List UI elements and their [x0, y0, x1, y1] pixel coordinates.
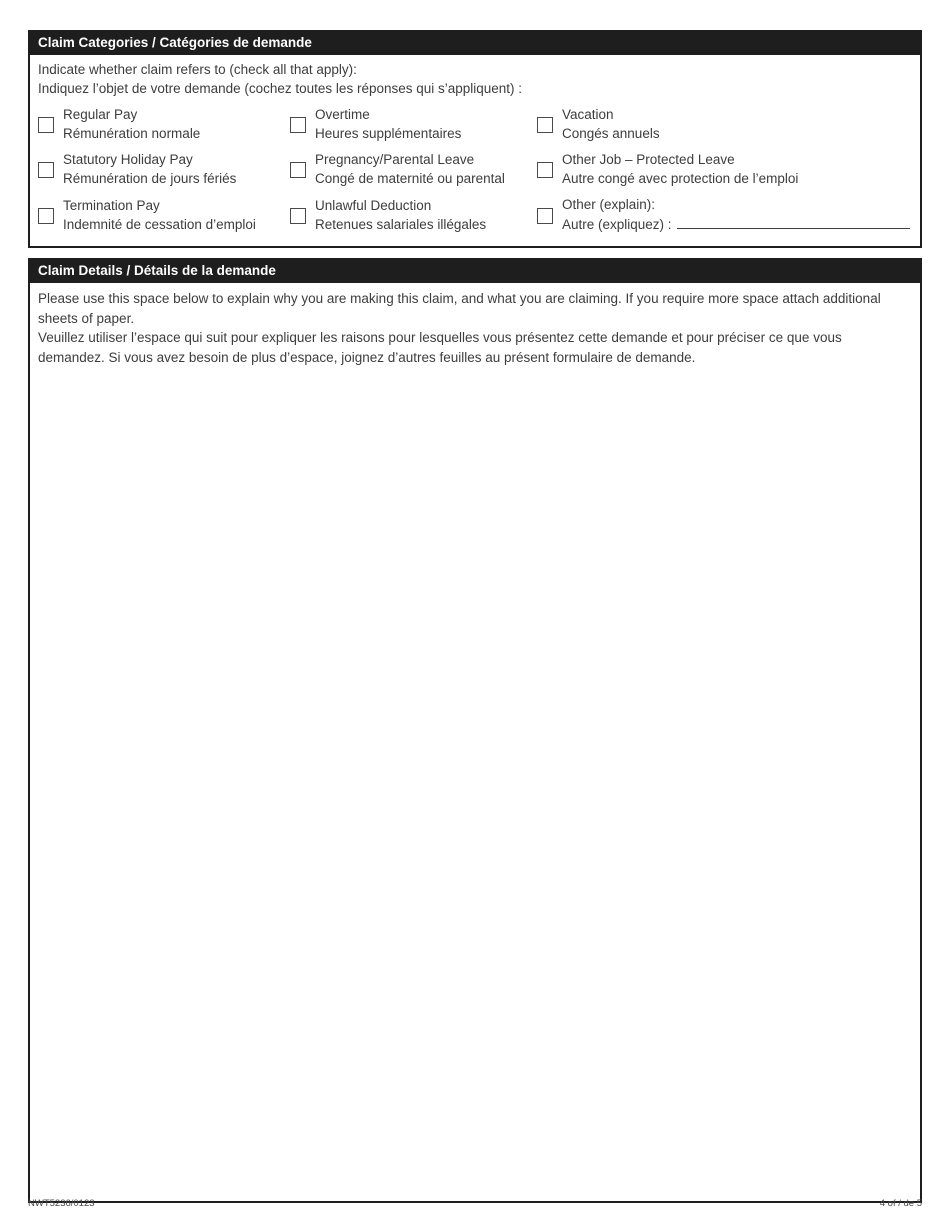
- statutory-holiday-pay-checkbox[interactable]: [38, 162, 54, 178]
- category-label-fr: Heures supplémentaires: [315, 126, 462, 141]
- regular-pay-checkbox[interactable]: [38, 117, 54, 133]
- claim-details-instruction-en: Please use this space below to explain why you are making this claim, and what you are claiming. If you require more space attach additional sheets of paper.: [38, 291, 881, 326]
- category-label-fr: Rémunération de jours fériés: [63, 171, 237, 186]
- category-label-en: Termination Pay: [63, 197, 160, 213]
- category-label-en: Vacation: [562, 107, 614, 122]
- form-number: NWT5236/0123: [28, 1198, 95, 1209]
- claim-categories-instruction-fr: Indiquez l’objet de votre demande (cochez toutes les réponses qui s’appliquent) :: [38, 81, 523, 96]
- page-indicator: 4 of / de 5: [879, 1198, 922, 1209]
- category-item-regular-pay: [38, 105, 290, 143]
- category-item-other: [537, 195, 912, 234]
- category-item-overtime: [290, 105, 537, 143]
- other-checkbox[interactable]: [537, 208, 553, 224]
- claim-details-section: [28, 258, 922, 1203]
- other-explain-write-in-field[interactable]: [677, 214, 910, 229]
- category-label-fr: Retenues salariales illégales: [315, 216, 487, 232]
- page-footer: [28, 1198, 922, 1210]
- category-label-en: Regular Pay: [63, 107, 138, 122]
- vacation-checkbox[interactable]: [537, 117, 553, 133]
- claim-categories-grid: [38, 105, 912, 234]
- claim-categories-instructions: [38, 60, 912, 98]
- category-label-en: Other (explain):: [562, 197, 656, 212]
- category-label-fr: Autre congé avec protection de l’emploi: [562, 171, 799, 186]
- claim-categories-header: [30, 32, 920, 55]
- overtime-checkbox[interactable]: [290, 117, 306, 133]
- category-label-fr: Congé de maternité ou parental: [315, 171, 505, 186]
- category-item-termination-pay: [38, 195, 290, 234]
- claim-details-title: Claim Details / Détails de la demande: [38, 263, 276, 278]
- category-label-fr: Rémunération normale: [63, 126, 201, 141]
- category-label-fr: Indemnité de cessation d’emploi: [63, 216, 256, 232]
- claim-categories-instruction-en: Indicate whether claim refers to (check all that apply):: [38, 62, 357, 77]
- category-label-fr: Congés annuels: [562, 126, 660, 141]
- category-item-other-job-protected-leave: [537, 150, 912, 188]
- category-item-pregnancy-parental-leave: [290, 150, 537, 188]
- pregnancy-parental-leave-checkbox[interactable]: [290, 162, 306, 178]
- unlawful-deduction-checkbox[interactable]: [290, 208, 306, 224]
- claim-details-writing-area[interactable]: [38, 367, 912, 1157]
- category-label-en: Other Job – Protected Leave: [562, 152, 735, 167]
- category-label-en: Overtime: [315, 107, 370, 122]
- category-label-en: Unlawful Deduction: [315, 197, 432, 213]
- form-sheet: [28, 30, 922, 1203]
- category-item-vacation: [537, 105, 912, 143]
- claim-details-body: [30, 283, 920, 1201]
- category-label-en: Pregnancy/Parental Leave: [315, 152, 475, 167]
- category-label-en: Statutory Holiday Pay: [63, 152, 193, 167]
- other-job-protected-leave-checkbox[interactable]: [537, 162, 553, 178]
- category-item-statutory-holiday-pay: [38, 150, 290, 188]
- claim-details-instructions: [38, 289, 912, 367]
- claim-categories-title: Claim Categories / Catégories de demande: [38, 35, 312, 50]
- claim-details-header: [30, 260, 920, 283]
- claim-categories-body: [30, 55, 920, 246]
- category-label-fr: Autre (expliquez) :: [562, 217, 672, 232]
- category-item-unlawful-deduction: [290, 195, 537, 234]
- claim-details-instruction-fr: Veuillez utiliser l’espace qui suit pour expliquer les raisons pour lesquelles vous présentez cette demande et pour préciser ce que vous demandez. Si vous avez besoin de plus d’espace, joignez d’autres feuilles au présent formulaire de demande.: [38, 330, 842, 365]
- termination-pay-checkbox[interactable]: [38, 208, 54, 224]
- claim-categories-section: [28, 30, 922, 248]
